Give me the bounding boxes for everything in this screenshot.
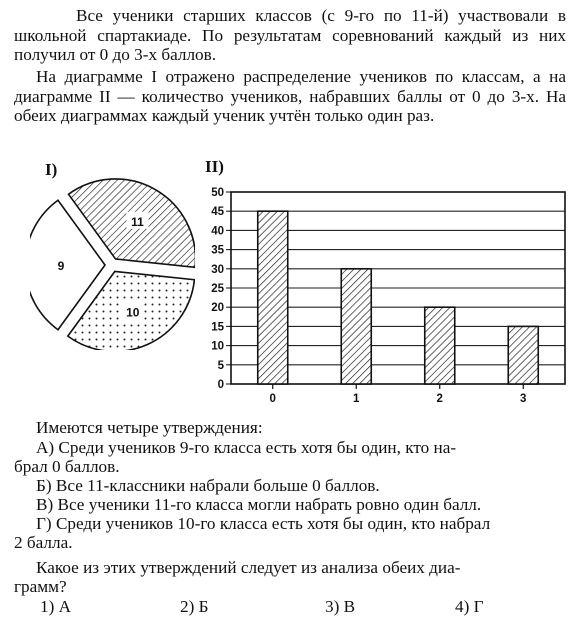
- y-tick-label: 50: [211, 187, 224, 199]
- x-tick-label-1: 1: [353, 393, 360, 405]
- y-tick-label: 45: [211, 206, 224, 219]
- question-line1: Какое из этих утверждений следует из анализа обеих диа-: [36, 558, 461, 577]
- y-tick-label: 10: [211, 340, 224, 353]
- bar-chart: [195, 180, 570, 410]
- x-tick-label-3: 3: [520, 393, 527, 405]
- bar-3: [508, 326, 538, 384]
- bar-0: [258, 211, 288, 384]
- intro-paragraph-2: На диаграмме I отражено распределение учеников по классам, а на диаграмме II — количество учеников, набравших баллы от 0 до 3-х. На обеих диаграммах каждый ученик учтён только один раз.: [14, 67, 566, 125]
- pie-label-9: 9: [57, 259, 65, 273]
- option-4[interactable]: 4) Г: [455, 597, 484, 616]
- pie-chart: [30, 175, 195, 350]
- option-1[interactable]: 1) А: [40, 597, 72, 616]
- y-tick-label: 20: [211, 302, 224, 315]
- figure-2-label: II): [205, 157, 224, 176]
- y-tick-label: 35: [211, 244, 224, 257]
- y-tick-label: 30: [211, 263, 224, 276]
- question-line2: грамм?: [14, 577, 67, 596]
- statement-a-line1: А) Среди учеников 9-го класса есть хотя бы один, кто на-: [36, 438, 457, 457]
- option-2[interactable]: 2) Б: [180, 597, 209, 616]
- y-tick-label: 15: [211, 321, 224, 334]
- option-3[interactable]: 3) В: [325, 597, 356, 616]
- bar-2: [425, 307, 455, 384]
- statement-b: Б) Все 11-классники набрали больше 0 баллов.: [36, 476, 380, 495]
- pie-label-10: 10: [126, 305, 140, 320]
- statement-a-line2: брал 0 баллов.: [14, 457, 120, 476]
- x-tick-label-2: 2: [436, 393, 443, 405]
- statements-intro: Имеются четыре утверждения:: [36, 418, 263, 437]
- y-tick-label: 25: [211, 283, 224, 295]
- figure-1-label: I): [45, 160, 58, 179]
- intro-paragraph-1: Все ученики старших классов (с 9-го по 11-й) участвовали в школьной спартакиаде. По результатам соревнований каждый из них получил от 0 до 3-х баллов.: [14, 6, 566, 64]
- y-tick-label: 5: [217, 359, 224, 372]
- pie-label-11: 11: [131, 214, 144, 229]
- bar-1: [341, 269, 371, 384]
- statement-g-line1: Г) Среди учеников 10-го класса есть хотя бы один, кто набрал: [36, 514, 491, 533]
- statement-g-line2: 2 балла.: [14, 533, 73, 552]
- y-tick-label: 40: [211, 225, 224, 238]
- y-tick-label: 0: [217, 379, 224, 391]
- statement-v: В) Все ученики 11-го класса могли набрать ровно один балл.: [36, 495, 482, 514]
- x-tick-label-0: 0: [269, 393, 276, 405]
